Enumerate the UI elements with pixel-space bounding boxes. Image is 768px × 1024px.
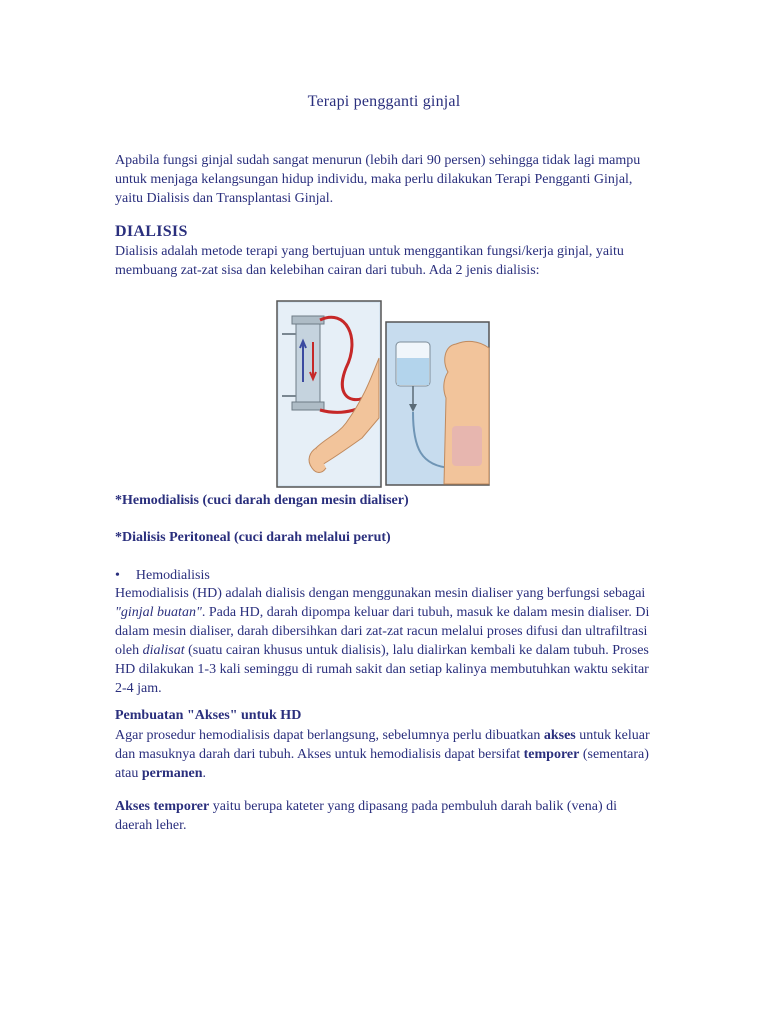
italic-dialisat: dialisat [142,643,185,658]
type-peritoneal: *Dialisis Peritoneal (cuci darah melalui perut) [115,530,391,545]
section-heading-dialisis: DIALISIS [115,223,188,240]
peritoneal-panel-icon [386,322,489,485]
type-hemodialisis: *Hemodialisis (cuci darah dengan mesin dialiser) [115,493,409,508]
bullet-symbol: • [115,568,120,583]
bold-permanen: permanen [141,766,203,781]
hemodialysis-panel-icon [277,301,381,487]
hemodialisis-paragraph: Hemodialisis (HD) adalah dialisis dengan menggunakan mesin dialiser yang berfungsi sebagai "ginjal buatan". Pada HD, darah dipompa keluar dari tubuh, masuk ke dalam mesin dialiser. Di dalam mesin dialiser, darah dibersihkan dari zat-zat racun melalui proses difusi dan ultrafiltrasi oleh dialisat (suatu cairan khusus untuk dialisis), lalu dialirkan kembali ke dalam tubuh. Proses HD dilakukan 1-3 kali seminggu di rumah sakit dan setiap kalinya membutuhkan waktu sekitar 2-4 jam. [115,586,650,696]
bold-akses-temporer: Akses temporer [115,799,210,814]
dialysis-illustration [276,298,491,488]
akses-heading: Pembuatan "Akses" untuk HD [115,708,302,723]
intro-paragraph: Apabila fungsi ginjal sudah sangat menurun (lebih dari 90 persen) sehingga tidak lagi mampu untuk menjaga kelangsungan hidup individu, maka perlu dilakukan Terapi Pengganti Ginjal, yaitu Dialisis dan Transplantasi Ginjal. [115,153,641,206]
akses-paragraph: Agar prosedur hemodialisis dapat berlangsung, sebelumnya perlu dibuatkan akses untuk keluar dan masuknya darah dari tubuh. Akses untuk hemodialisis dapat bersifat temporer (sementara) atau permanen. [115,728,650,781]
bold-akses: akses [543,728,576,743]
akses-temporer-paragraph: Akses temporer yaitu berupa kateter yang dipasang pada pembuluh darah balik (vena) di daerah leher. [115,799,618,833]
dialisis-description: Dialisis adalah metode terapi yang bertujuan untuk menggantikan fungsi/kerja ginjal, yaitu membuang zat-zat sisa dan kelebihan cairan dari tubuh. Ada 2 jenis dialisis: [115,244,624,278]
page-title: Terapi pengganti ginjal [307,93,461,110]
bold-temporer: temporer [523,747,580,762]
bullet-title: Hemodialisis [135,568,210,583]
italic-ginjal-buatan: "ginjal buatan" [115,605,202,620]
bullet-item-hemodialisis [115,566,655,585]
